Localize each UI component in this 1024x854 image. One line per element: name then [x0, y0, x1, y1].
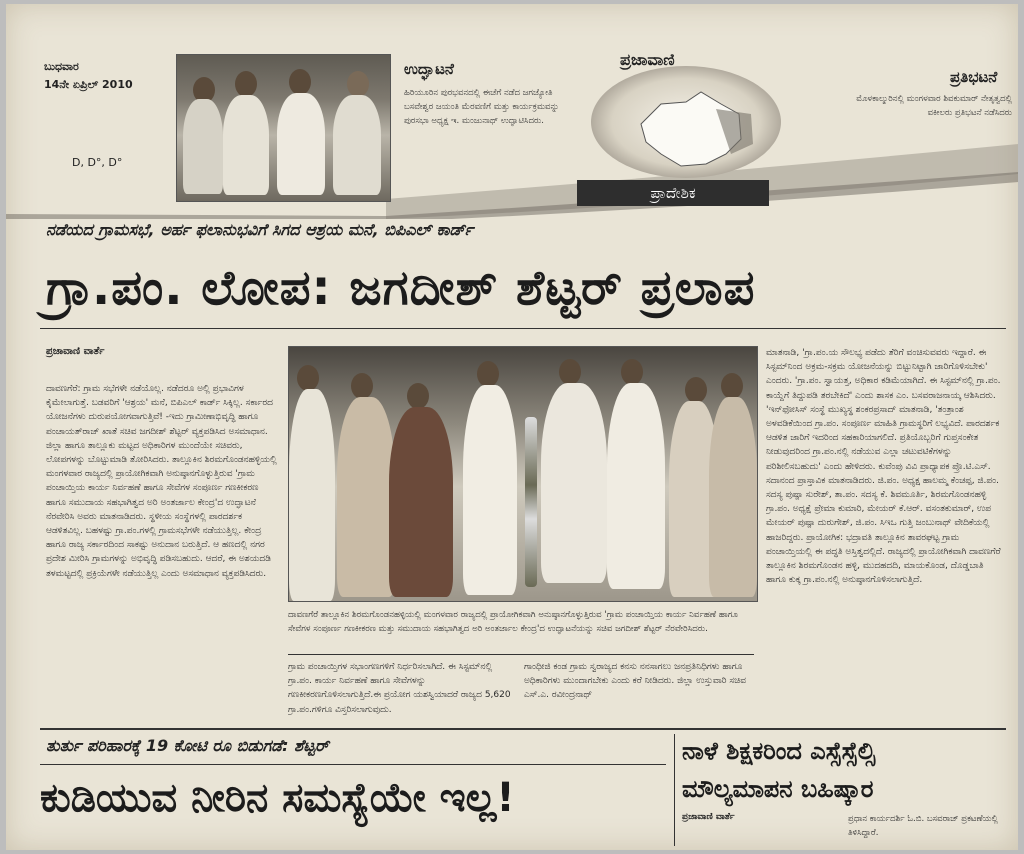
newspaper-page	[6, 4, 1018, 850]
karnataka-map-icon	[621, 84, 761, 174]
masthead-edition: D, D°, D°	[72, 156, 123, 169]
main-headline: ಗ್ರಾ.ಪಂ. ಲೋಪ: ಜಗದೀಶ್ ಶೆಟ್ಟರ್ ಪ್ರಲಾಪ	[46, 260, 756, 316]
headline-rule	[40, 328, 1006, 329]
lamp-garland	[525, 417, 537, 587]
main-story-photo	[288, 346, 758, 602]
story3-headline-2: ಮೌಲ್ಯಮಾಪನ ಬಹಿಷ್ಕಾರ	[682, 775, 874, 803]
story2-kicker: ತುರ್ತು ಪರಿಹಾರಕ್ಕೆ 19 ಕೋಟಿ ರೂ ಬಿಡುಗಡೆ: ಶೆಟ್ಟರ್	[46, 736, 329, 755]
story3-headline-1: ನಾಳೆ ಶಿಕ್ಷಕರಿಂದ ಎಸ್ಸೆಸ್ಸೆಲ್ಸಿ	[682, 737, 876, 765]
main-photo-caption: ದಾವಣಗೆರೆ ತಾಲ್ಲೂಕಿನ ಶಿರಮಗೊಂಡನಹಳ್ಳಿಯಲ್ಲಿ ಮಂಗಳವಾರ ರಾಜ್ಯದಲ್ಲಿ ಪ್ರಾಯೋಗಿಕವಾಗಿ ಅನುಷ್ಠಾನಗೊಳ್ಳುತ್ತಿರುವ 'ಗ್ರಾಮ ಪಂಚಾಯ್ತಿಯ ಕಾರ್ಯ ನಿರ್ವಹಣೆ ಹಾಗೂ ಸೇವೆಗಳ ಸಂಪೂರ್ಣ ಗಣಕೀಕರಣ ಮತ್ತು ಸಮುದಾಯ ಸಹಭಾಗಿತ್ವದ ಅರಿ ಅಂತರ್ಜಾಲ ಕೇಂದ್ರ'ದ ಉದ್ಘಾಟನೆಯನ್ನು ಸಚಿವ ಜಗದೀಶ್ ಶೆಟ್ಟರ್ ನೆರವೇರಿಸಿದರು.	[288, 610, 738, 634]
section-divider	[40, 728, 1006, 730]
inauguration-photo	[176, 54, 391, 202]
story2-rule	[40, 764, 666, 765]
section-label: ಪ್ರಾದೇಶಿಕ	[577, 180, 769, 206]
inauguration-body: ಹಿರಿಯೂರಿನ ಪುರಭವನದಲ್ಲಿ ಈಚೆಗೆ ನಡೆದ ಜಗಜ್ಯೋತಿ ಬಸವೇಶ್ವರ ಜಯಂತಿ ಮೆರವಣಿಗೆ ಮತ್ತು ಕಾರ್ಯಕ್ರಮವನ್ನು ಪುರಸಭಾ ಅಧ್ಯಕ್ಷ ಇ. ಮಂಜುನಾಥ್ ಉದ್ಘಾಟಿಸಿದರು.	[404, 88, 560, 126]
main-kicker: ನಡೆಯದ ಗ್ರಾಮಸಭೆ, ಅರ್ಹ ಫಲಾನುಭವಿಗೆ ಸಿಗದ ಆಶ್ರಯ ಮನೆ, ಬಿಪಿಎಲ್ ಕಾರ್ಡ್	[46, 220, 474, 239]
logo-name: ಪ್ರಜಾವಾಣಿ	[620, 50, 675, 69]
main-column-1: ದಾವಣಗೆರೆ: ಗ್ರಾಮ ಸಭೆಗಳೇ ನಡೆಯೊಲ್ಲ. ನಡೆದರೂ ಅಲ್ಲಿ ಪ್ರಭಾವಿಗಳ ಕೈಮೇಲಾಗುತ್ತೆ. ಬಡವರಿಗೆ 'ಆಶ್ರಯ' ಮನೆ, ಬಿಪಿಎಲ್ ಕಾರ್ಡ್ ಸಿಕ್ಕಿಲ್ಲ. ಸರ್ಕಾರದ ಯೋಜನೆಗಳು ದುರುಪಯೋಗವಾಗುತ್ತಿವೆ! -ಇದು ಗ್ರಾಮೀಣಾಭಿವೃದ್ಧಿ ಹಾಗೂ ಪಂಚಾಯತ್‌ರಾಜ್ ಖಾತೆ ಸಚಿವ ಜಗದೀಶ್ ಶೆಟ್ಟರ್ ವ್ಯಕ್ತಪಡಿಸಿದ ಅಸಮಾಧಾನ. ಜಿಲ್ಲಾ ಹಾಗೂ ತಾಲ್ಲೂಕು ಮಟ್ಟದ ಅಧಿಕಾರಿಗಳ ಮುಂದೆಯೇ ಸಚಿವರು, ಲೋಪಗಳನ್ನು ಬೊಟ್ಟುಮಾಡಿ ತೋರಿಸಿದರು. ತಾಲ್ಲೂಕಿನ ಶಿರಮಗೊಂಡನಹಳ್ಳಿಯಲ್ಲಿ ಮಂಗಳವಾರ ರಾಜ್ಯದಲ್ಲಿ ಪ್ರಾಯೋಗಿಕವಾಗಿ ಅನುಷ್ಠಾನಗೊಳ್ಳುತ್ತಿರುವ 'ಗ್ರಾಮ ಪಂಚಾಯ್ತಿಯ ಕಾರ್ಯ ನಿರ್ವಹಣೆ ಹಾಗೂ ಸೇವೆಗಳ ಸಂಪೂರ್ಣ ಗಣಕೀಕರಣ ಹಾಗೂ ಸಮುದಾಯ ಸಹಭಾಗಿತ್ವದ ಅರಿ ಅಂತರ್ಜಾಲ ಕೇಂದ್ರ'ದ ಉದ್ಘಾಟನೆ ನೆರವೇರಿಸಿ ಅವರು ಮಾತನಾಡಿದರು. ಸ್ಥಳೀಯ ಸಂಸ್ಥೆಗಳಲ್ಲಿ ಪಾರದರ್ಶಕ ಆಡಳಿತವಿಲ್ಲ. ಬಹಳಷ್ಟು ಗ್ರಾ.ಪಂ.ಗಳಲ್ಲಿ ಗ್ರಾಮಸಭೆಗಳೇ ನಡೆಯುತ್ತಿಲ್ಲ. ಕೇಂದ್ರ ಹಾಗೂ ರಾಜ್ಯ ಸರ್ಕಾರದಿಂದ ಸಾಕಷ್ಟು ಅನುದಾನ ಬರುತ್ತಿದೆ. ಆ ಹಣದಲ್ಲಿ ನಗರ ಪ್ರದೇಶ ಮೀರಿಸಿ ಗ್ರಾಮಗಳನ್ನು ಅಭಿವೃದ್ಧಿ ಪಡಿಸಬಹುದು. ಆದರೆ, ಈ ಅಶಯದಡಿ ತಳಮಟ್ಟದಲ್ಲಿ ಪ್ರಕ್ರಿಯೆಗಳೇ ನಡೆಯುತ್ತಿಲ್ಲ ಎಂದು ಅಸಮಾಧಾನ ವ್ಯಕ್ತಪಡಿಸಿದರು.	[46, 384, 277, 579]
inauguration-heading: ಉದ್ಘಾಟನೆ	[404, 60, 454, 78]
protest-body: ಮೊಳಕಾಲ್ಮುರಿನಲ್ಲಿ ಮಂಗಳವಾರ ಶಿವಕುಮಾರ್ ನೇತೃತ್ವದಲ್ಲಿ ವಕೀಲರು ಪ್ರತಿಭಟನೆ ನಡೆಸಿದರು	[856, 94, 1012, 118]
caption-rule	[288, 654, 754, 655]
masthead-day: ಬುಧವಾರ	[44, 60, 79, 73]
story3-byline: ಪ್ರಜಾವಾಣಿ ವಾರ್ತೆ	[682, 812, 735, 822]
masthead-date: 14ನೇ ಏಪ್ರಿಲ್ 2010	[44, 78, 133, 91]
main-column-2: ಗ್ರಾಮ ಪಂಚಾಯ್ತಿಗಳ ಸಭಾಂಗಣಗಳಿಗೆ ನಿರ್ಧರಿಸಲಾಗಿದೆ. ಈ ಸಿಸ್ಟಮ್‌ನಲ್ಲಿ ಗ್ರಾ.ಪಂ. ಕಾರ್ಯ ನಿರ್ವಹಣೆ ಹಾಗೂ ಸೇವೆಗಳನ್ನು ಗಣಕೀಕರಣಗೊಳಿಸಲಾಗುತ್ತಿದೆ.ಈ ಪ್ರಯೋಗ ಯಶಸ್ವಿಯಾದರೆ ರಾಜ್ಯದ 5,620 ಗ್ರಾ.ಪಂ.ಗಳಿಗೂ ವಿಸ್ತರಿಸಲಾಗುವುದು.	[288, 662, 511, 715]
story3-body: ಪ್ರಧಾನ ಕಾರ್ಯದರ್ಶಿ ಓ.ಬಿ. ಬಸವರಾಜ್ ಪ್ರಕಟಣೆಯಲ್ಲಿ ತಿಳಿಸಿದ್ದಾರೆ.	[848, 814, 998, 839]
story2-headline: ಕುಡಿಯುವ ನೀರಿನ ಸಮಸ್ಯೆಯೇ ಇಲ್ಲ!	[40, 775, 515, 821]
main-byline: ಪ್ರಜಾವಾಣಿ ವಾರ್ತೆ	[46, 346, 105, 357]
protest-heading: ಪ್ರತಿಭಟನೆ	[950, 68, 998, 86]
story3-divider	[674, 734, 675, 846]
main-column-3: ಗಾಂಧೀಜಿ ಕಂಡ ಗ್ರಾಮ ಸ್ವರಾಜ್ಯದ ಕನಸು ನನಸಾಗಲು ಜನಪ್ರತಿನಿಧಿಗಳು ಹಾಗೂ ಅಧಿಕಾರಿಗಳು ಮುಂದಾಗಬೇಕು ಎಂದು ಕರೆ ನೀಡಿದರು. ಜಿಲ್ಲಾ ಉಸ್ತುವಾರಿ ಸಚಿವ ಎಸ್.ಎ. ರವೀಂದ್ರನಾಥ್	[524, 662, 747, 701]
main-column-4: ಮಾತನಾಡಿ, 'ಗ್ರಾ.ಪಂ.ಯ ಸೌಲಭ್ಯ ಪಡೆದು ತೆರಿಗೆ ವಂಚಿಸುವವರು ಇದ್ದಾರೆ. ಈ ಸಿಸ್ಟಮ್‌ನಿಂದ ಅಕ್ರಮ-ಸಕ್ರಮ ಯೋಜನೆಯನ್ನು ಬಿಟ್ಟುನಿಟ್ಟಾಗಿ ಜಾರಿಗೊಳಿಸಬೇಕು' ಎಂದರು. 'ಗ್ರಾ.ಪಂ. ಸ್ವಾಯತ್ತ, ಅಧಿಕಾರ ಕಡಿಮೆಯಾಗಿದೆ. ಈ ಸಿಸ್ಟಮ್‌ನಲ್ಲಿ ಗ್ರಾ.ಪಂ. ಕಾಯ್ದೆಗೆ ತಿದ್ದುಪಡಿ ತರಬೇಕಿದೆ' ಎಂದು ಶಾಸಕ ಎಂ. ಬಸವರಾಜನಾಯ್ಕ ಆಶಿಸಿದರು. 'ಇನ್‌ಫೋಸಿಸ್ ಸಂಸ್ಥೆ ಮುಖ್ಯಸ್ಥ ಶಂಕರಪ್ರಸಾದ್ ಮಾತನಾಡಿ, 'ತಂತ್ರಾಂಶ ಅಳವಡಿಕೆಯಿಂದ ಗ್ರಾ.ಪಂ. ಸಂಪೂರ್ಣ ಮಾಹಿತಿ ಗ್ರಾಮಸ್ಥರಿಗೆ ಲಭ್ಯವಿದೆ. ಪಾರದರ್ಶಕ ಆಡಳಿತ ಜಾರಿಗೆ ಇದರಿಂದ ಸಹಕಾರಿಯಾಗಲಿದೆ. ಪ್ರತಿಯೊಬ್ಬರಿಗೆ ಗುಪ್ತಸಂಕೇತ ನೀಡುವುದರಿಂದ ಗ್ರಾ.ಪಂ.ನಲ್ಲಿ ನಡೆಯುವ ಎಲ್ಲಾ ಚಟುವಟಿಕೆಗಳನ್ನು ಪರಿಶೀಲಿಸಬಹುದು' ಎಂದು ಹೇಳಿದರು. ಕುವೆಂಪು ವಿವಿ ಪ್ರಾಧ್ಯಾಪಕ ಪ್ರೊ.ಟಿ.ಎಸ್. ಸದಾನಂದ ಪ್ರಾಸ್ತಾವಿಕ ಮಾತನಾಡಿದರು. ಜಿ.ಪಂ. ಅಧ್ಯಕ್ಷ ಹಾಲಮ್ಮ ಕೆಂಚಪ್ಪ, ಜಿ.ಪಂ. ಸದಸ್ಯ ಪುಷ್ಪಾ ಸುರೇಶ್, ತಾ.ಪಂ. ಸದಸ್ಯ ಕೆ. ಶಿವಮೂರ್ತಿ, ಶಿರಮಗೊಂಡನಹಳ್ಳಿ ಗ್ರಾ.ಪಂ. ಅಧ್ಯಕ್ಷೆ ಪ್ರೇಮಾ ಕುಮಾರಿ, ಮೇಯರ್ ಕೆ.ಆರ್. ವಸಂತಕುಮಾರ್, ಉಪ ಮೇಯರ್ ಪುಷ್ಪಾ ದುರುಗೇಶ್, ಜಿ.ಪಂ. ಸಿಇಒ ಗುತ್ತಿ ಜಂಬುನಾಥ್ ವೇದಿಕೆಯಲ್ಲಿ ಹಾಜರಿದ್ದರು. ಪ್ರಾಯೋಗಿಕ: ಭದ್ರಾವತಿ ತಾಲ್ಲೂಕಿನ ತಾವರಘಟ್ಟ ಗ್ರಾಮ ಪಂಚಾಯ್ತಿಯಲ್ಲಿ ಈ ಪದ್ಧತಿ ಅಸ್ತಿತ್ವದಲ್ಲಿದೆ. ರಾಜ್ಯದಲ್ಲಿ ಪ್ರಾಯೋಗಿಕವಾಗಿ ದಾವಣಗೆರೆ ತಾಲ್ಲೂಕಿನ ಶಿರಮಗೊಂಡನ ಹಳ್ಳಿ, ಮುದಹದದಿ, ಮಾಯಕೊಂಡ, ದೊಡ್ಡಬಾತಿ ಹಾಗೂ ಕುಕ್ಕ ಗ್ರಾ.ಪಂ.ನಲ್ಲಿ ಅನುಷ್ಠಾನಗೊಳಿಸಲಾಗುತ್ತಿದೆ.	[766, 348, 1001, 586]
